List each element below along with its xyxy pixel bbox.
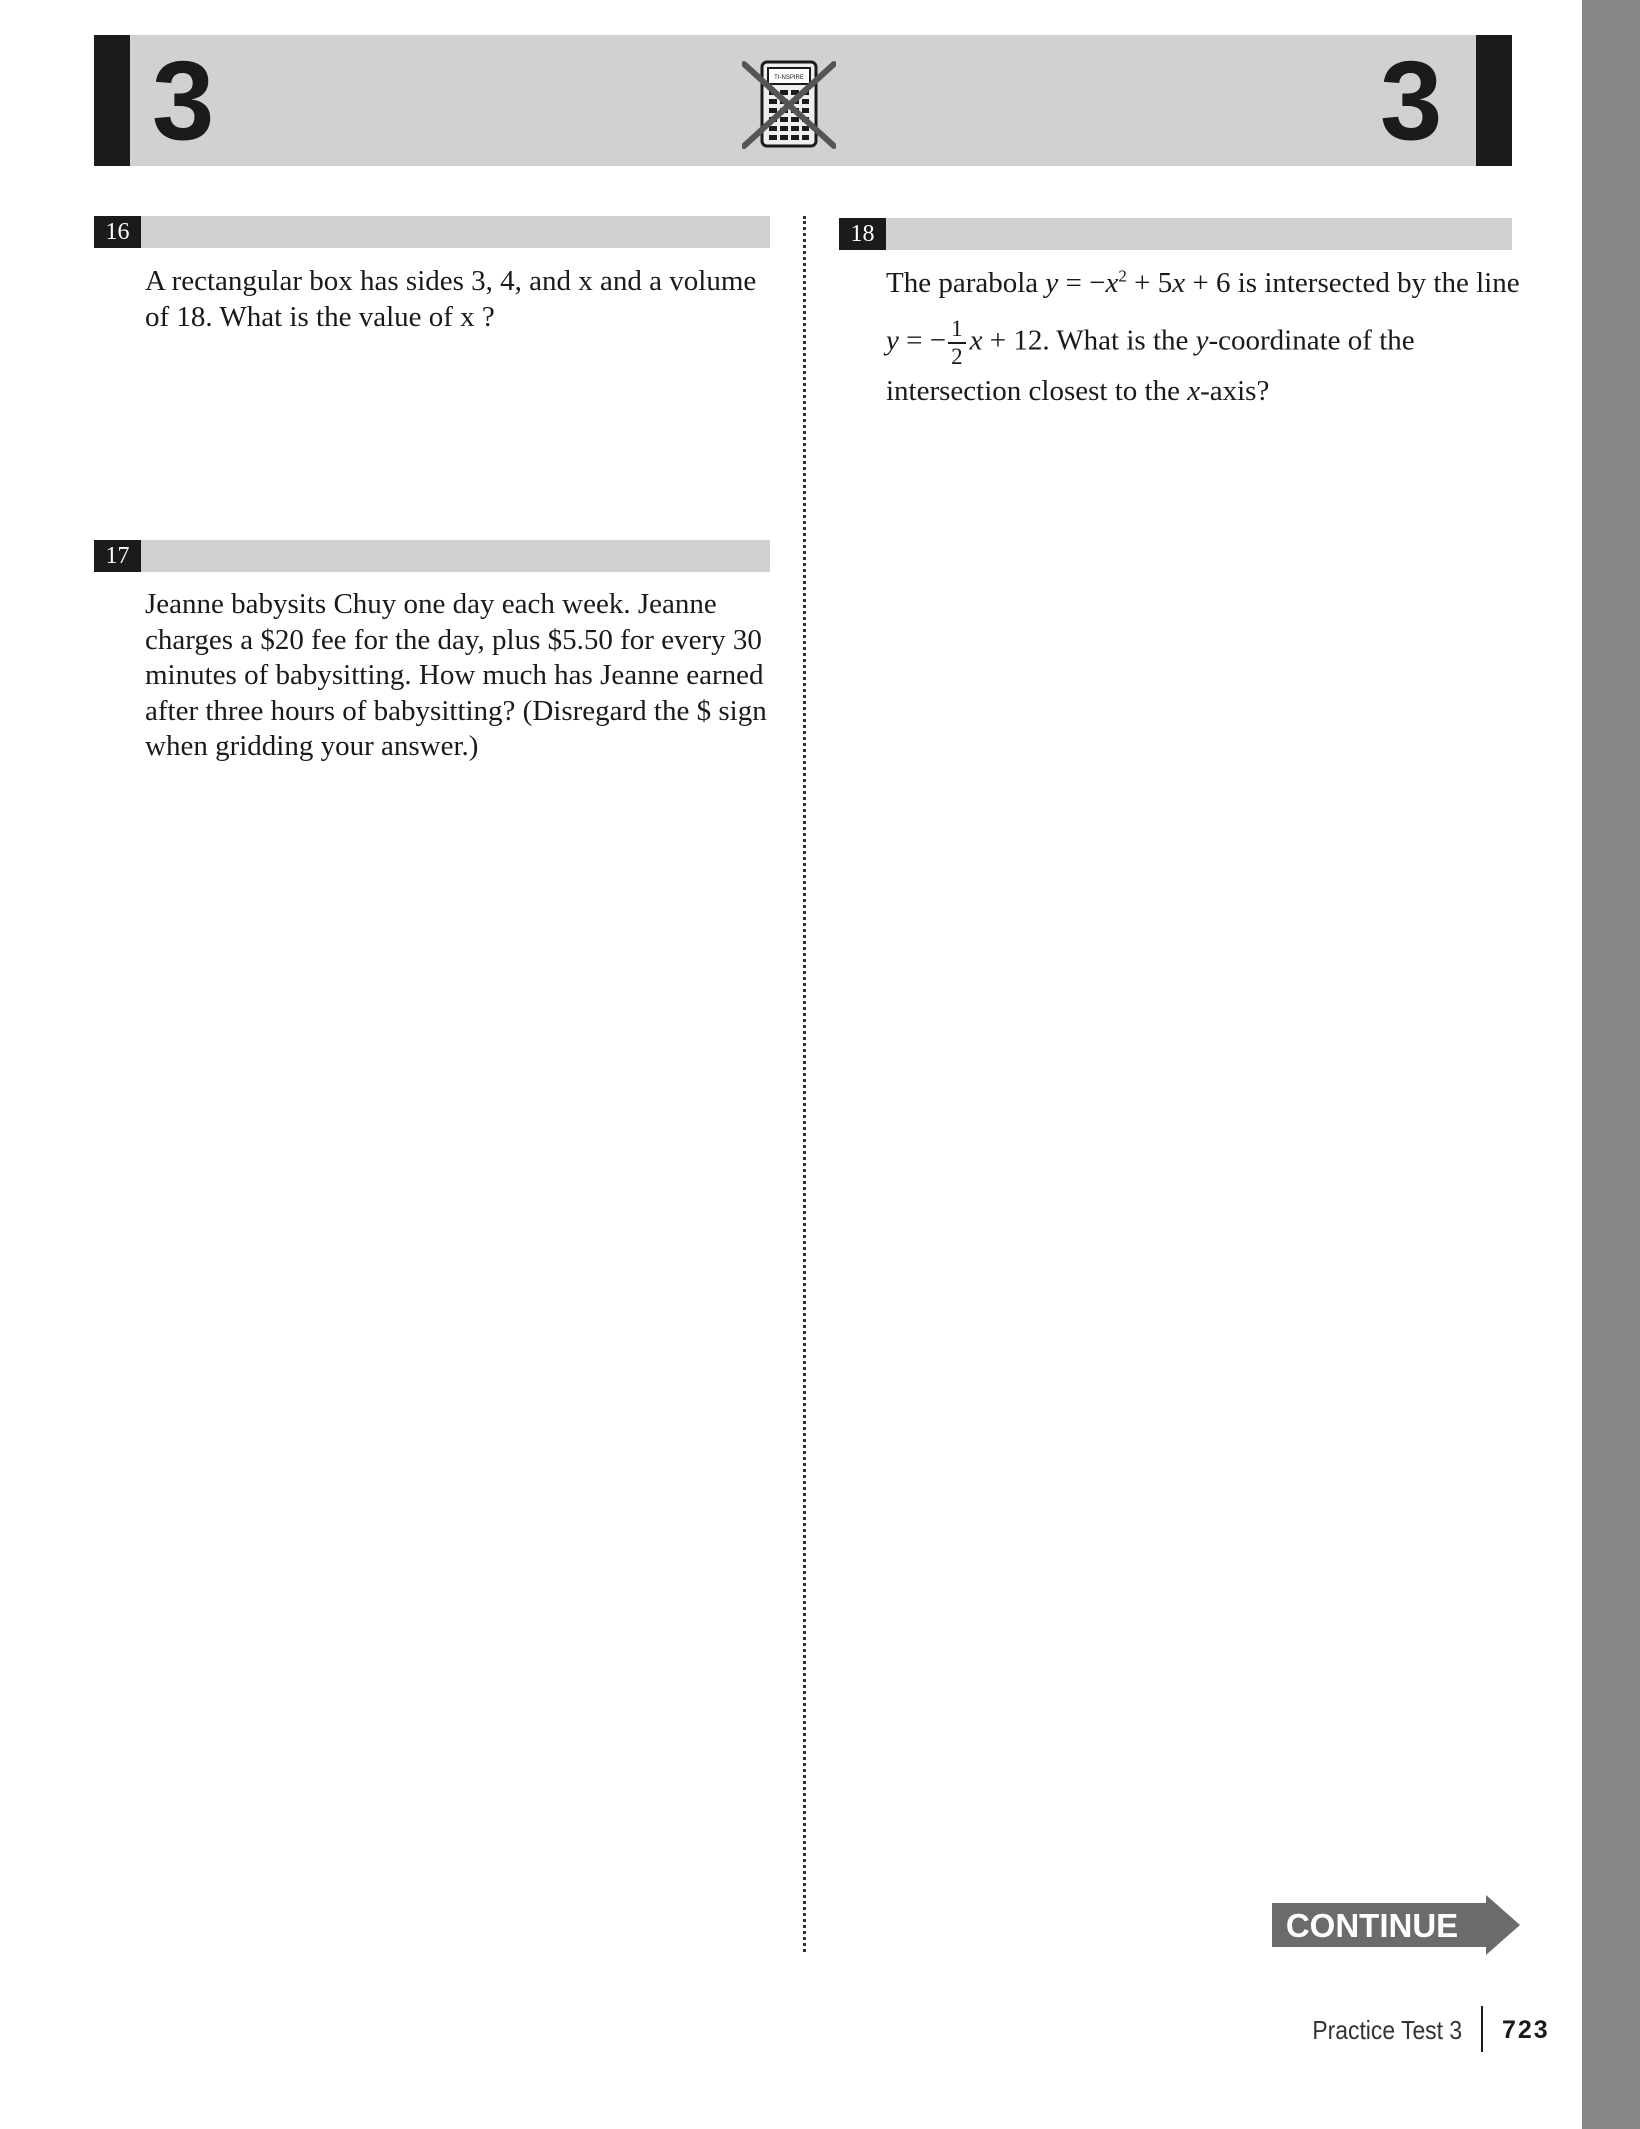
page-number: 723 xyxy=(1502,2016,1550,2044)
question-18-line-3: intersection closest to the x-axis? xyxy=(886,375,1270,407)
question-16-header xyxy=(94,216,770,248)
question-18-text xyxy=(886,262,1520,424)
continue-label: CONTINUE xyxy=(1285,1907,1459,1944)
section-header-right-bar xyxy=(1476,35,1512,166)
question-16-text: A rectangular box has sides 3, 4, and x and a volume of 18. What is the value of x ? xyxy=(145,265,757,333)
no-calculator-icon xyxy=(742,58,836,150)
footer-separator xyxy=(1481,2006,1483,2052)
question-18-header xyxy=(839,218,1512,250)
fraction-one-half: $\frac{1}{2}$ xyxy=(948,316,966,370)
question-17-text: Jeanne babysits Chuy one day each week. Jeanne charges a $20 fee for the day, plus $5.50 for every 30 minutes of babysitting. How much has Jeanne earned after three hours of babysitting? (Disregard the $ sign when gridding your answer.) xyxy=(145,588,767,762)
question-number: 18 xyxy=(839,218,886,250)
column-divider xyxy=(803,216,806,1952)
question-number: 16 xyxy=(94,216,141,248)
calculator-brand-label: TI-NSPIRE xyxy=(774,75,804,81)
section-header-left-bar xyxy=(94,35,130,166)
question-18-line-1: The parabola $y = -x^2 + 5x + 6$ is intersected by the line xyxy=(886,266,1520,299)
question-number: 17 xyxy=(94,540,141,572)
question-18-line-2: y = − $\frac{1}{2}$ x + 12. What is the y-coordinate of the xyxy=(886,316,1415,369)
footer-practice-test-label: Practice Test 3 xyxy=(1312,2015,1462,2045)
section-number-right: 3 xyxy=(1380,38,1443,163)
section-number-left: 3 xyxy=(152,38,215,163)
page-edge-strip xyxy=(1582,0,1640,2129)
question-17-header xyxy=(94,540,770,572)
